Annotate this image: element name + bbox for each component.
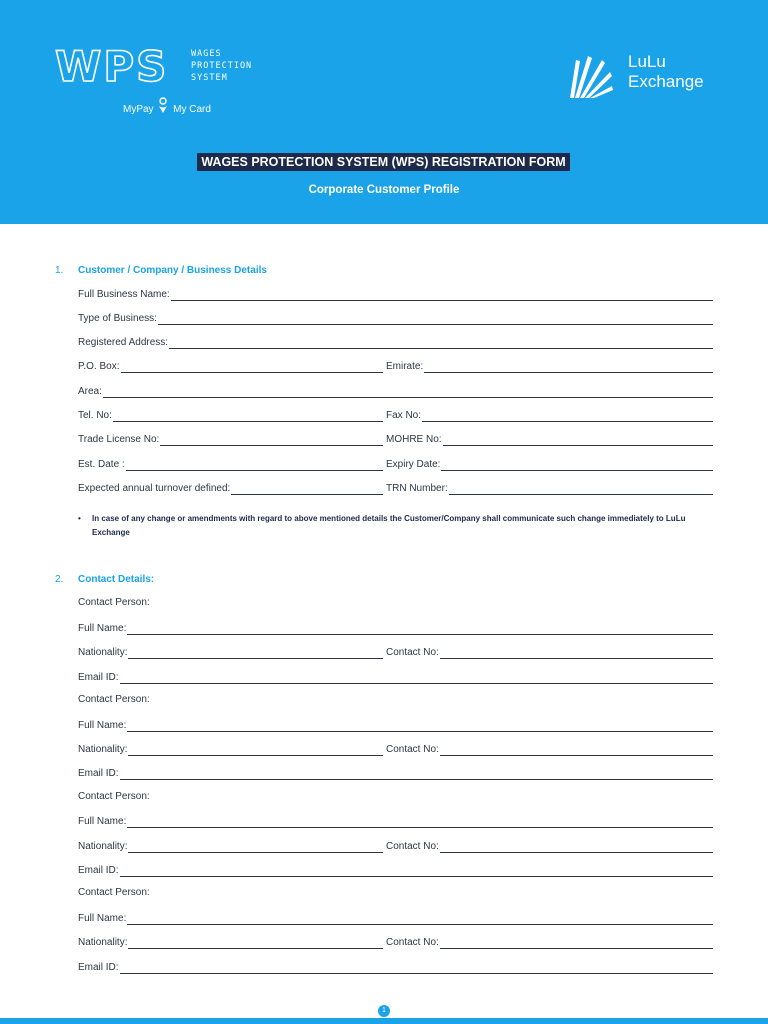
fax-no-field[interactable] bbox=[386, 408, 713, 422]
field-label: Contact No: bbox=[386, 744, 439, 755]
contact1-contact-no-field[interactable] bbox=[386, 645, 713, 659]
change-notice bbox=[78, 512, 718, 540]
field-label: Email ID: bbox=[78, 962, 119, 973]
expiry-date-field[interactable] bbox=[386, 457, 713, 471]
lulu-line2: Exchange bbox=[628, 72, 704, 91]
input-line[interactable] bbox=[158, 314, 713, 325]
lulu-line1: LuLu bbox=[628, 52, 666, 71]
form-subtitle: Corporate Customer Profile bbox=[308, 184, 460, 196]
form-title: WAGES PROTECTION SYSTEM (WPS) REGISTRATION FORM bbox=[197, 153, 570, 171]
input-line[interactable] bbox=[231, 484, 383, 495]
field-label: Type of Business: bbox=[78, 313, 157, 324]
input-line[interactable] bbox=[449, 484, 713, 495]
registered-address-field[interactable] bbox=[78, 335, 713, 349]
input-line[interactable] bbox=[440, 745, 713, 756]
trn-number-field[interactable] bbox=[386, 481, 713, 495]
section2-title: Contact Details: bbox=[78, 574, 155, 585]
contact4-full-name-field[interactable] bbox=[78, 911, 713, 925]
field-label: Area: bbox=[78, 386, 102, 397]
field-label: TRN Number: bbox=[386, 483, 448, 494]
trade-license-no-field[interactable] bbox=[78, 432, 383, 446]
person-pin-icon bbox=[158, 97, 168, 116]
input-line[interactable] bbox=[160, 435, 383, 446]
input-line[interactable] bbox=[424, 362, 713, 373]
field-label: Email ID: bbox=[78, 865, 119, 876]
field-label: Full Name: bbox=[78, 720, 127, 731]
field-label: Expected annual turnover defined: bbox=[78, 483, 231, 494]
wps-logo-subtitle bbox=[191, 48, 281, 84]
input-line[interactable] bbox=[103, 387, 713, 398]
contact2-contact-no-field[interactable] bbox=[386, 742, 713, 756]
input-line[interactable] bbox=[171, 290, 713, 301]
input-line[interactable] bbox=[120, 673, 713, 684]
emirate-field[interactable] bbox=[386, 359, 713, 373]
section2-number: 2. bbox=[55, 574, 64, 585]
contact2-full-name-field[interactable] bbox=[78, 718, 713, 732]
field-label: Full Business Name: bbox=[78, 289, 170, 300]
wps-sub-line: SYSTEM bbox=[191, 73, 228, 83]
field-label: Nationality: bbox=[78, 647, 128, 658]
contact3-contact-no-field[interactable] bbox=[386, 839, 713, 853]
input-line[interactable] bbox=[127, 817, 713, 828]
tel-no-field[interactable] bbox=[78, 408, 383, 422]
wps-logo-text: WPS bbox=[55, 42, 169, 91]
wps-sub-line: PROTECTION bbox=[191, 61, 253, 71]
field-label: Expiry Date: bbox=[386, 459, 441, 470]
field-label: Full Name: bbox=[78, 913, 127, 924]
input-line[interactable] bbox=[441, 460, 713, 471]
contact2-nationality-field[interactable] bbox=[78, 742, 383, 756]
contact4-email-field[interactable] bbox=[78, 960, 713, 974]
input-line[interactable] bbox=[169, 338, 713, 349]
section1-title: Customer / Company / Business Details bbox=[78, 265, 267, 276]
input-line[interactable] bbox=[128, 938, 383, 949]
input-line[interactable] bbox=[121, 362, 383, 373]
change-notice-text: In case of any change or amendments with regard to above mentioned details the Customer/Company shall communicate such change immediately to LuLu Exchange bbox=[92, 514, 686, 537]
contact1-nationality-field[interactable] bbox=[78, 645, 383, 659]
wps-tag-right: My Card bbox=[173, 104, 211, 115]
field-label: Nationality: bbox=[78, 841, 128, 852]
est-date-field[interactable] bbox=[78, 457, 383, 471]
input-line[interactable] bbox=[128, 648, 383, 659]
contact2-email-field[interactable] bbox=[78, 766, 713, 780]
wps-logo bbox=[55, 42, 253, 115]
wps-tag-left: MyPay bbox=[123, 104, 154, 115]
input-line[interactable] bbox=[422, 411, 713, 422]
expected-turnover-field[interactable] bbox=[78, 481, 383, 495]
input-line[interactable] bbox=[120, 866, 713, 877]
footer-bar bbox=[0, 1018, 768, 1024]
contact-person-label: Contact Person: bbox=[78, 694, 150, 705]
field-label: Email ID: bbox=[78, 672, 119, 683]
field-label: MOHRE No: bbox=[386, 434, 442, 445]
input-line[interactable] bbox=[128, 745, 383, 756]
input-line[interactable] bbox=[440, 842, 713, 853]
contact3-nationality-field[interactable] bbox=[78, 839, 383, 853]
field-label: P.O. Box: bbox=[78, 361, 120, 372]
field-label: Nationality: bbox=[78, 937, 128, 948]
type-of-business-field[interactable] bbox=[78, 311, 713, 325]
contact-person-label: Contact Person: bbox=[78, 597, 150, 608]
field-label: Registered Address: bbox=[78, 337, 169, 348]
field-label: Contact No: bbox=[386, 841, 439, 852]
wps-tagline bbox=[123, 96, 243, 115]
input-line[interactable] bbox=[127, 721, 713, 732]
field-label: Full Name: bbox=[78, 816, 127, 827]
field-label: Contact No: bbox=[386, 647, 439, 658]
field-label: Tel. No: bbox=[78, 410, 112, 421]
contact1-email-field[interactable] bbox=[78, 670, 713, 684]
contact4-nationality-field[interactable] bbox=[78, 935, 383, 949]
section1-number: 1. bbox=[55, 265, 64, 276]
contact-person-label: Contact Person: bbox=[78, 887, 150, 898]
field-label: Nationality: bbox=[78, 744, 128, 755]
input-line[interactable] bbox=[128, 842, 383, 853]
field-label: Emirate: bbox=[386, 361, 424, 372]
contact-person-label: Contact Person: bbox=[78, 791, 150, 802]
mohre-no-field[interactable] bbox=[386, 432, 713, 446]
field-label: Est. Date : bbox=[78, 459, 125, 470]
input-line[interactable] bbox=[440, 938, 713, 949]
input-line[interactable] bbox=[440, 648, 713, 659]
header-banner bbox=[0, 0, 768, 224]
field-label: Full Name: bbox=[78, 623, 127, 634]
bullet: • bbox=[78, 514, 81, 523]
field-label: Trade License No: bbox=[78, 434, 160, 445]
lulu-logo-text bbox=[628, 52, 738, 92]
contact1-full-name-field[interactable] bbox=[78, 621, 713, 635]
wps-sub-line: WAGES bbox=[191, 49, 222, 59]
input-line[interactable] bbox=[113, 411, 383, 422]
page-number: 1 bbox=[378, 1005, 390, 1017]
input-line[interactable] bbox=[126, 460, 383, 471]
input-line[interactable] bbox=[127, 624, 713, 635]
input-line[interactable] bbox=[443, 435, 713, 446]
input-line[interactable] bbox=[120, 769, 713, 780]
area-field[interactable] bbox=[78, 384, 713, 398]
lulu-sunburst-icon bbox=[566, 52, 616, 102]
field-label: Fax No: bbox=[386, 410, 422, 421]
input-line[interactable] bbox=[120, 963, 713, 974]
contact4-contact-no-field[interactable] bbox=[386, 935, 713, 949]
contact3-full-name-field[interactable] bbox=[78, 814, 713, 828]
po-box-field[interactable] bbox=[78, 359, 383, 373]
contact3-email-field[interactable] bbox=[78, 863, 713, 877]
full-business-name-field[interactable] bbox=[78, 287, 713, 301]
input-line[interactable] bbox=[127, 914, 713, 925]
field-label: Email ID: bbox=[78, 768, 119, 779]
field-label: Contact No: bbox=[386, 937, 439, 948]
